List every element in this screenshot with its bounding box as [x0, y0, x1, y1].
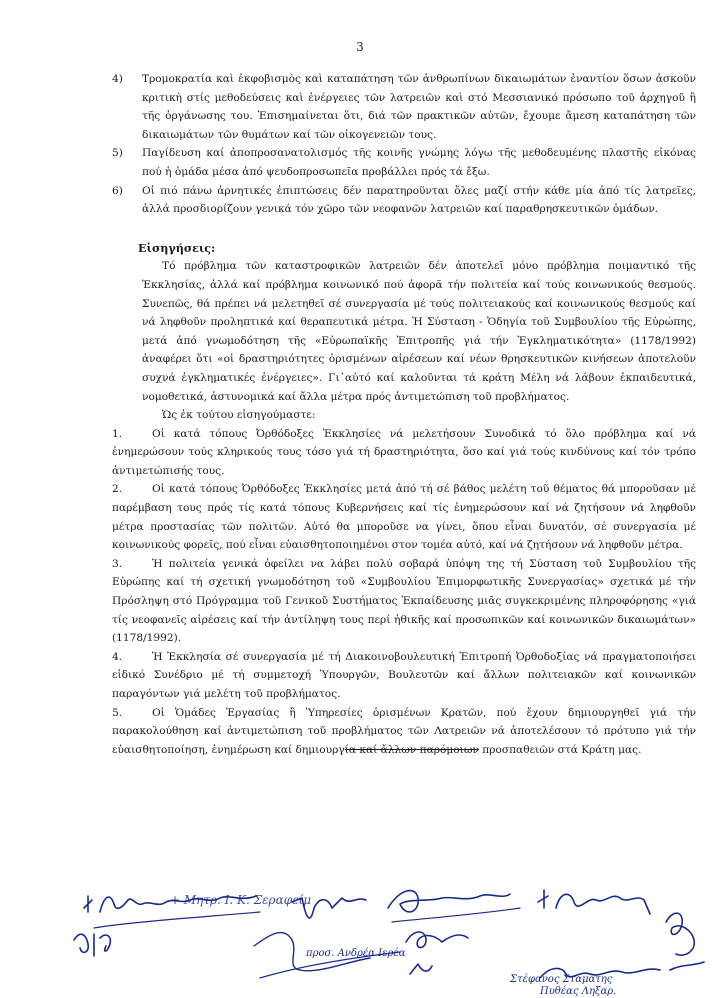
- recommendations-list: [112, 425, 696, 760]
- item-text: Ἡ πολιτεία γενικά ὀφείλει να λάβει πολύ σοβαρά ὑπόψη της τή Σύσταση τοῦ Συμβουλίου τῆς Εὐρώπης καί τή σχετική γνωμοδότηση τοῦ «Συμβουλίου Ἐπιμορφωτικῆς Συνεργασίας» σχετικά μέ τήν Πρόσληψη στό Πρόγραμμα τοῦ Γενικοῦ Συστήματος Ἐκπαίδευσης μιᾶς συγκεκριμένης πληροφόρησης «γιά τίς νεοφανεῖς αἱρέσεις καί τήν ἀντίληψη τους περί ἠθικῆς καί προσωπικῶν καί κοινωνικῶν δικαιωμάτων» (1178/1992).: [112, 557, 696, 645]
- list-item: [112, 555, 696, 648]
- list-item: [112, 648, 696, 704]
- signature-caption-2: προσ. Ανδρέα Ιερέα: [306, 948, 406, 959]
- item-text-end: προσπαθειῶν στά Κράτη μας.: [478, 743, 642, 756]
- list-item: [112, 144, 696, 181]
- signature-caption-1: + Μητρ. Ι. Κ. Σεραφείμ: [170, 893, 312, 907]
- list-item: [112, 182, 696, 219]
- intro-paragraph: Τό πρόβλημα τῶν καταστροφικῶν λατρειῶν δέν ἀποτελεῖ μόνο πρόβλημα ποιμαντικό τῆς Ἐκκλησίας, ἀλλά καί πρόβλημα κοινωνικό πού ἀφορᾶ τήν πολιτεία καί τούς κοινωνικούς θεσμούς. Συνεπῶς, θά πρέπει νά μελετηθεῖ σέ συνεργασία μέ τούς πολιτειακούς καί κοινωνικούς θεσμούς καί νά ληφθοῦν προληπτικά καί θεραπευτικά μέτρα. Ἡ Σύσταση - Ὁδηγία τοῦ Συμβουλίου τῆς Εὐρώπης, μετά ἀπό γνωμοδότηση τῆς «Εὐρωπαϊκῆς Ἐπιτροπῆς γιά τήν Ἐγκληματικότητα» (1178/1992) ἀναφέρει ὅτι «οἱ δραστηριότητες ὁρισμένων αἱρέσεων καί νέων θρησκευτικῶν κινήσεων ἀποτελοῦν συχνά ἐγκληματικές ἐνέργειες». Γι᾽αὐτό καί καλοῦνται τά κράτη Μέλη νά λάβουν ἐκπαιδευτικά, νομοθετικά, ἀστυνομικά καί ἄλλα μέτρα πρός ἀντιμετώπιση τοῦ προβλήματος.: [142, 260, 696, 403]
- signatures-area: [70, 878, 710, 996]
- item-text: Ἡ Ἐκκλησία σέ συνεργασία μέ τή Διακοινοβουλευτική Ἐπιτροπή Ὀρθοδοξίας νά πραγματοποιήσει εἰδικό Συνέδριο μέ τή συμμετοχή Ὑπουργῶν, Βουλευτῶν καί ἄλλων πολιτειακῶν καί κοινωνικῶν παραγόντων γιά μελέτη τοῦ προβλήματος.: [112, 650, 696, 700]
- list-item: [112, 425, 696, 481]
- handwritten-signatures: [70, 878, 710, 996]
- item-number: 4): [112, 73, 123, 85]
- item-text: Παγίδευση καί ἀποπροσανατολισμός τῆς κοινῆς γνώμης λόγω τῆς μεθοδευμένης πλαστῆς εἰκόνας πού ἡ ὁμάδα μέσα ἀπό ψευδοπροσωπεῖα προβάλλει πρός τά ἔξω.: [142, 147, 696, 178]
- lead-in: Ὡς ἐκ τούτου εἰσηγούμαστε:: [162, 409, 316, 422]
- item-text: Οἱ κατά τόπους Ὀρθόδοξες Ἐκκλησίες νά μελετήσουν Συνοδικά τό ὅλο πρόβλημα καί νά ἐνημερώσουν τούς κληρικούς τους τόσο γιά τή δραστηριότητα, ὅσο καί γιά τούς κινδύνους καί τόν τρόπο ἀντιμετώπισής τους.: [112, 427, 696, 477]
- document-body: [112, 70, 696, 759]
- signature-4: [538, 890, 650, 914]
- item-number: 1.: [112, 427, 123, 440]
- signature-8: [666, 913, 704, 970]
- item-number: 4.: [112, 650, 123, 663]
- page-number: 3: [356, 40, 364, 54]
- item-number: 5.: [112, 706, 123, 719]
- struck-text: ία καί ἄλλων παρόμοιων: [344, 743, 479, 756]
- list-item: [112, 704, 696, 760]
- item-number: 5): [112, 147, 123, 160]
- signature-6: [406, 932, 468, 974]
- item-text: Τρομοκρατία καὶ ἐκφοβισμὸς καὶ καταπάτηση τῶν ἀνθρωπίνων δικαιωμάτων ἐναντίον ὅσων ἀσκοῦν κριτικὴ στίς μεθοδεύσεις καὶ ἐνέργειες τῶν λατρειῶν καὶ στό Μεσσιανικό πρόσωπο τοῦ ἀρχηγοῦ ἢ τῆς ὀργάνωσης του. Ἐπισημαίνεται ὅτι, διά τῶν πρακτικῶν αὐτῶν, ἔχουμε ἄμεση καταπάτηση τῶν δικαιωμάτων τῶν θυμάτων καί τῶν οἰκογενειῶν τους.: [142, 73, 696, 141]
- problems-list: [112, 70, 696, 219]
- list-item: [112, 70, 696, 144]
- item-text: Οἱ κατά τόπους Ὀρθόδοξες Ἐκκλησίες μετά ἀπό τή σέ βάθος μελέτη τοῦ θέματος θά μποροῦσαν μέ παρέμβαση τους πρός τίς κατά τόπους Κυβερνήσεις καί τίς ἐνημερώσουν καί νά ζητήσουν νά ληφθοῦν μέτρα προστασίας τῶν πολιτῶν. Αὐτό θα μποροῦσε να γίνει, ὅπου εἶναι δυνατόν, σέ συνεργασία μέ κοινωνικούς φορεῖς, πού εἶναι εὐαισθητοποιημένοι στον τομέα αὐτό, καί νά ζητήσουν νά ληφθοῦν μέτρα.: [112, 483, 696, 552]
- item-number: 6): [112, 184, 123, 197]
- signature-caption-3: Στέφανος Σταμάτης: [510, 974, 613, 985]
- item-text: Οἱ πιό πάνω ἀρνητικές ἐπιπτώσεις δέν παρατηροῦνται ὅλες μαζί στήν κάθε μία ἀπό τίς λατρεῖες, ἀλλά προσδιορίζουν γενικά τόν χῶρο τῶν νεοφανῶν λατρειῶν καί παραθρησκευτικῶν ὁμάδων.: [142, 184, 696, 216]
- item-number: 3.: [112, 557, 123, 570]
- recommendations-heading: Εἰσηγήσεις:: [138, 240, 216, 255]
- signature-3: [388, 891, 520, 922]
- signature-caption-4: Πυθέας Ληξαρ.: [540, 986, 617, 996]
- item-number: 2.: [112, 483, 123, 496]
- list-item: [112, 480, 696, 554]
- item-text: Οἱ Ὁμάδες Ἐργασίας ἢ Ὑπηρεσίες ὁρισμένων Κρατῶν, πού ἔχουν δημιουργηθεῖ γιά τήν παρακολούθηση καί ἀντιμετώπιση τοῦ προβλήματος τῶν Λατρειῶν νά ἀποτελέσουν τό πρότυπο γιά τήν εὐαισθητοποίηση, ἐνημέρωση καί δημιουργ: [112, 706, 696, 756]
